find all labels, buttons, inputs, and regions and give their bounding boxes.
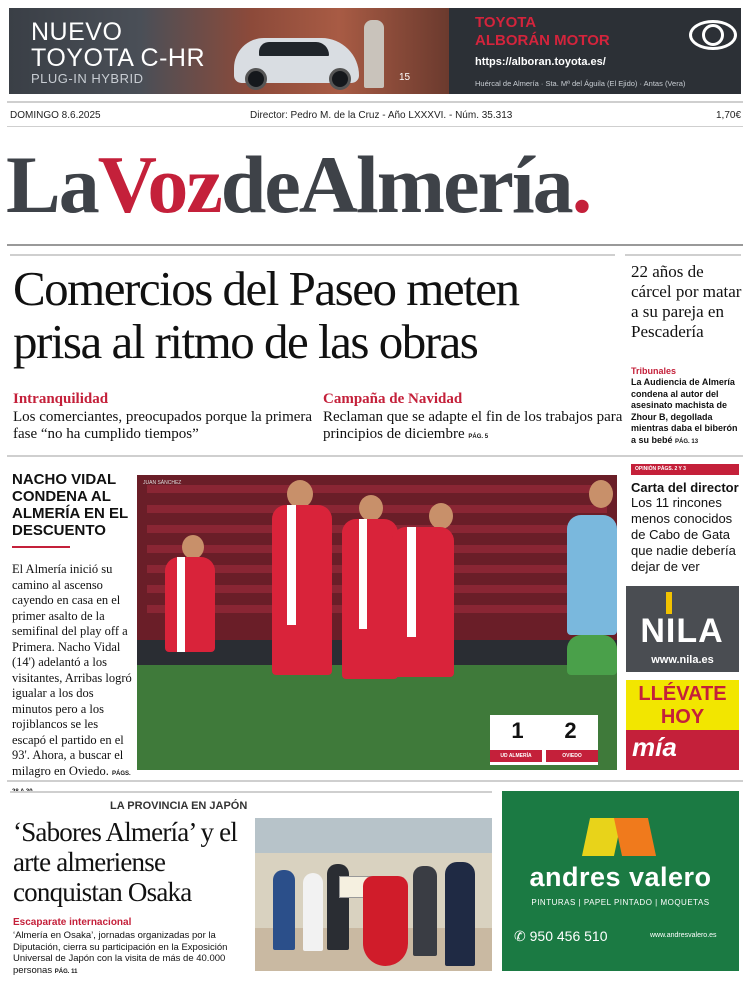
divider (7, 126, 743, 127)
person (273, 870, 295, 950)
right-top-headline[interactable]: 22 años de cárcel por matar a su pareja en Pescadería (631, 262, 742, 341)
right-top-body: La Audiencia de Almería condena al autor del asesinato machista de Zhour B, degollada mientras daba el biberón a su bebé (631, 377, 738, 445)
toyota-ad-banner[interactable] (9, 8, 741, 94)
dealer-url[interactable]: https://alboran.toyota.es/ (475, 56, 606, 68)
bottom-kicker: LA PROVINCIA EN JAPÓN (110, 800, 248, 812)
bottom-body: ‘Almería en Osaka’, jornadas organizadas por la Diputación, cierra su participación en la Exposición Universal de Japón con la visita de más de 40.000 personas (13, 930, 228, 976)
av-phone[interactable]: ✆ 950 456 510 (514, 928, 608, 944)
photo-credit: JUAN SÁNCHEZ (143, 480, 182, 486)
mia-ad-line2: HOY (660, 706, 705, 728)
nila-url: www.nila.es (651, 654, 714, 666)
right-top-text (631, 377, 743, 448)
bottom-kicker2: Escaparate internacional (13, 917, 132, 928)
player (165, 557, 215, 652)
ad-subtitle: PLUG-IN HYBRID (31, 71, 144, 86)
ad-badge: 15 (399, 72, 411, 83)
lead-headline[interactable]: Comercios del Paseo meten prisa al ritmo de las obras (13, 261, 519, 369)
dealer-locations: Huércal de Almería · Sta. Mª del Águila (El Ejido) · Antas (Vera) (475, 79, 686, 88)
flamenco-dancer (363, 876, 408, 966)
person (303, 873, 323, 951)
director-line: Director: Pedro M. de la Cruz - Año LXXXVI. - Núm. 35.313 (250, 110, 513, 121)
accent-rule (12, 546, 70, 548)
car-wheel (329, 68, 351, 90)
sports-body: El Almería inició su camino al ascenso cayendo en casa en el primer asalto de la semifinal del play off a Primera. Nacho Vidal (14') adelantó a los visitantes, Arribas logró igualar a los dos minutos pero a los rojiblancos se les escapó el partido en el 93'. Ahora, a buscar el milagro en Oviedo. (12, 562, 132, 778)
shirt-stripe (287, 505, 296, 625)
lead-sub2-text (323, 409, 623, 446)
pavilion-wall (255, 818, 492, 853)
person (445, 862, 475, 966)
mia-logo: mía (632, 732, 677, 762)
right-top-kicker: Tribunales (631, 366, 677, 376)
stand-row (147, 485, 607, 493)
page-ref: PÁG. 13 (675, 438, 699, 445)
page-ref: PÁG. 11 (54, 968, 78, 975)
opinion-text: Los 11 rincones menos conocidos de Cabo de Gata que nadie debería dejar de ver (631, 495, 736, 574)
divider (7, 101, 743, 103)
opponent-player (567, 515, 617, 635)
bottom-headline[interactable]: ‘Sabores Almería’ y el arte almeriense conquistan Osaka (13, 817, 238, 907)
team-away: OVIEDO (546, 750, 598, 762)
issue-price: 1,70€ (716, 110, 742, 121)
masthead-part: La (6, 139, 98, 230)
player-head (429, 503, 453, 529)
bottom-text (13, 930, 253, 978)
dealer-name-line2: ALBORÁN MOTOR (475, 32, 610, 49)
page-ref: PÁGS. (111, 770, 131, 777)
masthead-dot: . (571, 139, 591, 230)
lead-sub1-text: Los comerciantes, preocupados porque la primera fase “no ha cumplido tiempos” (13, 409, 313, 442)
lead-sub1-kicker: Intranquilidad (13, 391, 109, 407)
masthead-part: Almería (298, 139, 572, 230)
divider (10, 791, 492, 793)
ad-title-line1: NUEVO (31, 18, 123, 46)
sports-headline[interactable]: NACHO VIDAL CONDENA AL ALMERÍA EN EL DESCUENTO (12, 471, 128, 539)
shirt-stripe (359, 519, 367, 629)
shirt-stripe (177, 557, 185, 652)
av-brand-name: andres valero (529, 862, 712, 892)
score-home: 1 (511, 718, 524, 743)
divider (7, 455, 743, 457)
team-home: UD ALMERÍA (490, 750, 542, 762)
player (392, 527, 454, 677)
player (272, 505, 332, 675)
masthead-logo[interactable] (6, 140, 746, 230)
player-head (589, 480, 613, 508)
opponent-shorts (567, 635, 617, 675)
nila-logo-mark (666, 592, 672, 614)
player-head (182, 535, 204, 559)
toyota-logo-inner-icon (702, 24, 724, 46)
person (413, 866, 437, 956)
page-ref: PÁG. 5 (468, 434, 489, 440)
ad-title-line2: TOYOTA C-HR (31, 44, 206, 72)
divider (625, 254, 741, 256)
divider (7, 780, 743, 782)
dealer-name-line1: TOYOTA (475, 14, 537, 31)
shirt-stripe (407, 527, 416, 637)
mia-ad-line1: LLÉVATE (638, 683, 727, 705)
score-away: 2 (564, 718, 577, 743)
divider (7, 244, 743, 246)
player-head (287, 480, 313, 508)
opinion-tag: OPINIÓN PÁGS. 2 Y 3 (631, 464, 739, 475)
opinion-title[interactable]: Carta del director (631, 480, 739, 495)
sports-text (12, 562, 134, 801)
issue-date: DOMINGO 8.6.2025 (10, 110, 101, 121)
osaka-photo[interactable] (255, 818, 492, 971)
player-head (359, 495, 383, 521)
car-window (259, 42, 329, 56)
lead-sub2-body: Reclaman que se adapte el fin de los trabajos para principios de diciembre (323, 409, 623, 442)
masthead-part: Voz (97, 139, 221, 230)
av-url[interactable]: www.andresvalero.es (650, 932, 717, 939)
lead-sub2-kicker: Campaña de Navidad (323, 391, 463, 407)
divider (10, 254, 615, 256)
person-figure (364, 20, 384, 88)
player (342, 519, 398, 679)
car-wheel (245, 68, 267, 90)
av-tagline: PINTURAS | PAPEL PINTADO | MOQUETAS (531, 898, 710, 907)
masthead-part: de (220, 139, 299, 230)
nila-logo: NILA (640, 612, 724, 650)
